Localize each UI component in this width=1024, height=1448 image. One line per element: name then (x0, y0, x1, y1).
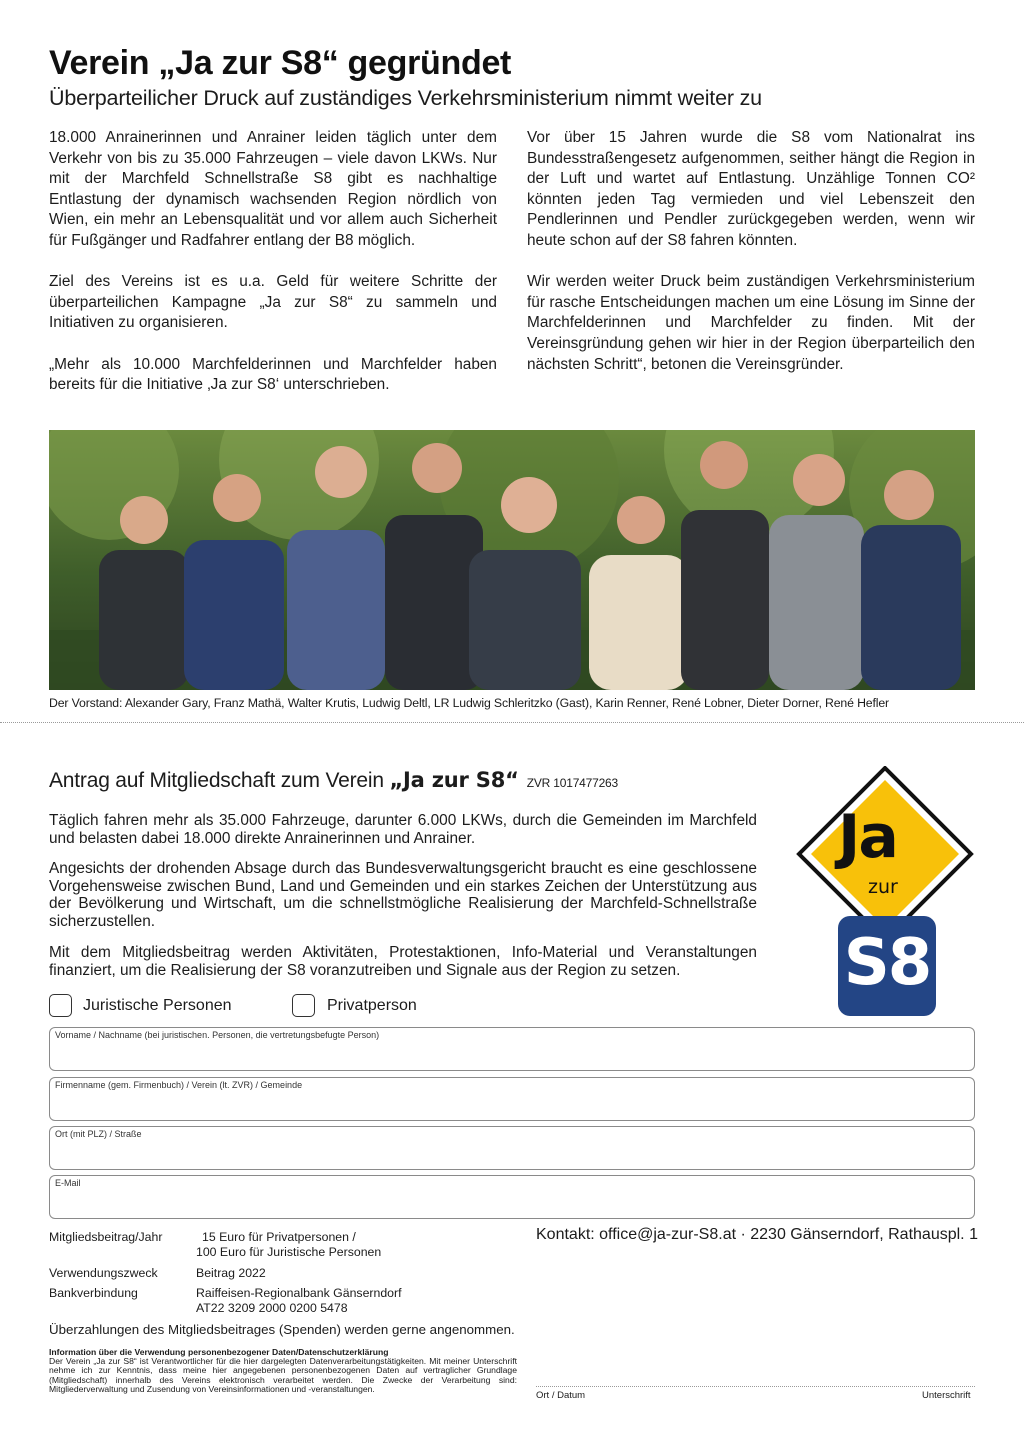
cut-line (0, 722, 1024, 723)
checkbox-private-person-label: Privatperson (327, 997, 417, 1014)
article-column-left (49, 128, 497, 416)
email-field-label: E-Mail (55, 1178, 81, 1188)
article-column-right (527, 128, 975, 396)
article-paragraph: Wir werden weiter Druck beim zuständigen Verkehrsministerium für rasche Entscheidungen machen um eine Lösung im Sinne der Marchfelderinnen und Marchfelder zu finden. Mit der Vereinsgründung gehen wir hier in der Region überparteilich den nächsten Schritt“, betonen die Vereinsgründer. (527, 273, 975, 373)
signature-label: Unterschrift (922, 1390, 971, 1401)
form-title-prefix: Antrag auf Mitgliedschaft zum Verein (49, 769, 390, 792)
company-field-label: Firmenname (gem. Firmenbuch) / Verein (lt. ZVR) / Gemeinde (55, 1080, 303, 1090)
checkbox-legal-entity[interactable] (49, 994, 72, 1017)
logo-text-zur: zur (868, 876, 898, 898)
bank-label: Bankverbindung (49, 1286, 138, 1300)
privacy-notice (49, 1348, 517, 1394)
page-subtitle: Überparteilicher Druck auf zuständiges Verkehrsministerium nimmt weiter zu (49, 86, 762, 110)
purpose-value: Beitrag 2022 (196, 1266, 266, 1280)
purpose-label: Verwendungszweck (49, 1266, 158, 1280)
privacy-title: Information über die Verwendung personenbezogener Daten/Datenschutzerklärung (49, 1347, 389, 1357)
logo-text-ja: Ja (838, 802, 897, 872)
photo-caption: Der Vorstand: Alexander Gary, Franz Mathä, Walter Krutis, Ludwig Deltl, LR Ludwig Schleritzko (Gast), Karin Renner, René Lobner, Dieter Dorner, René Hefler (49, 696, 889, 710)
group-photo-illustration (49, 430, 975, 690)
form-intro-paragraph: Angesichts der drohenden Absage durch das Bundesverwaltungsgericht braucht es eine geschlossene Vorgehensweise zwischen Bund, Land und Gemeinden und ein starkes Zeichen der Unterstützung aus der Bevölkerung und Wirtschaft, um die schnellstmögliche Realisierung der Marchfeld-Schnellstraße sicherzustellen. (49, 860, 757, 930)
page-title: Verein „Ja zur S8“ gegründet (49, 44, 512, 82)
fee-line-2: 100 Euro für Juristische Personen (196, 1245, 382, 1259)
place-date-label: Ort / Datum (536, 1390, 586, 1401)
checkbox-legal-entity-label: Juristische Personen (83, 997, 232, 1014)
name-field[interactable] (49, 1027, 975, 1071)
form-intro-paragraph: Mit dem Mitgliedsbeitrag werden Aktivitäten, Protestaktionen, Info-Material und Veranstaltungen finanziert, um die Realisierung der S8 voranzutreiben und Signale aus der Region zu setzen. (49, 944, 757, 979)
name-field-label: Vorname / Nachname (bei juristischen. Personen, die vertretungsbefugte Person) (55, 1030, 380, 1040)
email-field[interactable] (49, 1175, 975, 1219)
address-field-label: Ort (mit PLZ) / Straße (55, 1129, 142, 1139)
logo-text-s8: S8 (843, 926, 931, 1000)
group-photo (49, 430, 975, 690)
contact-info: Kontakt: office@ja-zur-S8.at · 2230 Gänserndorf, Rathauspl. 1 (536, 1226, 978, 1243)
privacy-text: Der Verein „Ja zur S8“ ist Verantwortlicher für die hier dargelegten Datenverarbeitungstätigkeiten. Mit meiner Unterschrift nehme ich zur Kenntnis, dass meine hier angegebenen personenbezogenen Daten auf vertraglicher Grundlage (Mitgliedschaft) innerhalb des Vereins elektronisch verarbeitet werden. Die Zwecke der Verarbeitung sind: Mitgliederverwaltung und Zusendung von Vereinsinformationen und -veranstaltungen. (49, 1356, 517, 1394)
article-paragraph: „Mehr als 10.000 Marchfelderinnen und Marchfelder haben bereits für die Initiative ‚Ja zur S8‘ unterschrieben. (49, 355, 497, 394)
signature-line[interactable] (536, 1386, 975, 1387)
bank-name: Raiffeisen-Regionalbank Gänserndorf (196, 1286, 402, 1300)
fee-label: Mitgliedsbeitrag/Jahr (49, 1230, 163, 1244)
zvr-number: ZVR 1017477263 (526, 776, 619, 790)
company-field[interactable] (49, 1077, 975, 1121)
ja-zur-s8-logo (796, 766, 974, 1018)
article-paragraph: Ziel des Vereins ist es u.a. Geld für weitere Schritte der überparteilichen Kampagne „Ja zur S8“ zu sammeln und Initiativen zu organisieren. (49, 273, 497, 332)
checkbox-private-person[interactable] (292, 994, 315, 1017)
fee-line-1: 15 Euro für Privatpersonen / (202, 1230, 356, 1244)
form-title-brand: „Ja zur S8“ (389, 768, 519, 792)
overpayment-note: Überzahlungen des Mitgliedsbeitrages (Spenden) werden gerne angenommen. (49, 1322, 515, 1337)
address-field[interactable] (49, 1126, 975, 1170)
iban: AT22 3209 2000 0200 5478 (196, 1301, 348, 1315)
form-title (49, 768, 618, 793)
article-paragraph: 18.000 Anrainerinnen und Anrainer leiden täglich unter dem Verkehr von bis zu 35.000 Fahrzeugen – viele davon LKWs. Nur mit der Marchfeld Schnellstraße S8 gibt es nachhaltige Entlastung der dynamisch wachsenden Region nördlich von Wien, ein mehr an Lebensqualität und vor allem auch Sicherheit für Fußgänger und Radfahrer entlang der B8 möglich. (49, 129, 497, 249)
form-intro-paragraph: Täglich fahren mehr als 35.000 Fahrzeuge, darunter 6.000 LKWs, durch die Gemeinden im Marchfeld und belasten dabei 18.000 direkte Anrainerinnen und Anrainer. (49, 812, 757, 847)
article-paragraph: Vor über 15 Jahren wurde die S8 vom Nationalrat ins Bundesstraßengesetz aufgenommen, seither hängt die Region in der Luft und wartet auf Entlastung. Unzählige Tonnen CO² könnten jeden Tag vermieden und viel Lebenszeit den Pendlerinnen und Pendler zurückgegeben werden, wenn wir heute schon auf der S8 fahren könnten. (527, 129, 975, 249)
